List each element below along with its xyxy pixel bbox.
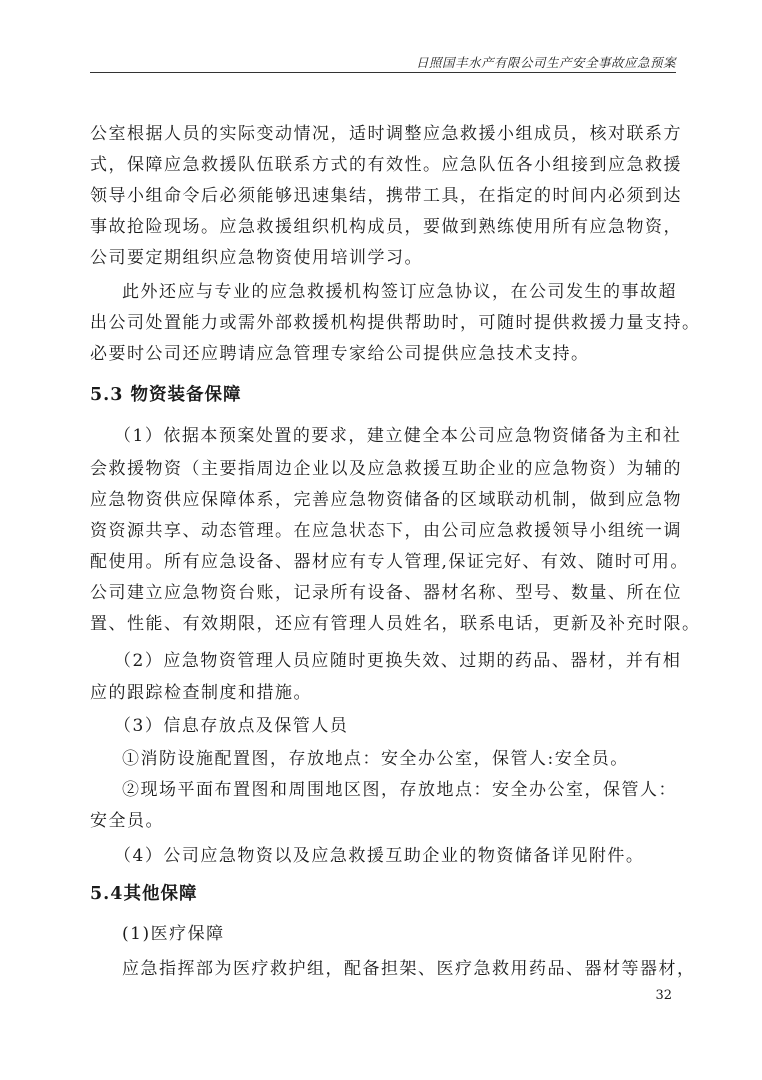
body-line: （2）应急物资管理人员应随时更换失效、过期的药品、器材，并有相	[114, 651, 682, 671]
body-line: ②现场平面布置图和周围地区图，存放地点：安全办公室，保管人：	[122, 780, 677, 800]
body-line: 公司建立应急物资台账，记录所有设备、器材名称、型号、数量、所在位	[90, 583, 682, 603]
header-divider	[90, 72, 676, 73]
body-line: 应急指挥部为医疗救护组，配备担架、医疗急救用药品、器材等器材，	[122, 959, 696, 979]
body-line: 应的跟踪检查制度和措施。	[90, 683, 312, 703]
body-line: （1）依据本预案处置的要求，建立健全本公司应急物资储备为主和社	[114, 426, 682, 446]
body-line: 安全员。	[90, 811, 164, 831]
body-line: 配使用。所有应急设备、器材应有专人管理,保证完好、有效、随时可用。	[90, 552, 689, 572]
body-line: 此外还应与专业的应急救援机构签订应急协议，在公司发生的事故超	[122, 282, 677, 302]
subsection-heading-medical: (1)医疗保障	[122, 924, 225, 944]
body-line: 会救援物资（主要指周边企业以及应急救援互助企业的应急物资）为辅的	[90, 459, 682, 479]
body-line: 出公司处置能力或需外部救援机构提供帮助时，可随时提供救援力量支持。	[90, 313, 701, 333]
body-line: 资资源共享、动态管理。在应急状态下，由公司应急救援领导小组统一调	[90, 521, 682, 541]
section-heading-5-3: 5.3 物资装备保障	[90, 385, 242, 405]
body-line: （4）公司应急物资以及应急救援互助企业的物资储备详见附件。	[114, 846, 645, 866]
document-header-title: 日照国丰水产有限公司生产安全事故应急预案	[415, 55, 676, 70]
body-line: 公司要定期组织应急物资使用培训学习。	[90, 248, 423, 268]
body-line: （3）信息存放点及保管人员	[114, 716, 349, 736]
page-number: 32	[655, 988, 672, 1003]
body-line: 应急物资供应保障体系，完善应急物资储备的区域联动机制，做到应急物	[90, 490, 682, 510]
body-line: 必要时公司还应聘请应急管理专家给公司提供应急技术支持。	[90, 344, 590, 364]
body-line: 领导小组命令后必须能够迅速集结，携带工具，在指定的时间内必须到达	[90, 186, 682, 206]
body-line: ①消防设施配置图，存放地点：安全办公室，保管人:安全员。	[122, 749, 629, 769]
body-line: 式，保障应急救援队伍联系方式的有效性。应急队伍各小组接到应急救援	[90, 155, 682, 175]
section-heading-5-4: 5.4其他保障	[90, 884, 198, 904]
body-line: 置、性能、有效期限，还应有管理人员姓名，联系电话，更新及补充时限。	[90, 614, 701, 634]
body-line: 事故抢险现场。应急救援组织机构成员，要做到熟练使用所有应急物资，	[90, 217, 682, 237]
body-line: 公室根据人员的实际变动情况，适时调整应急救援小组成员，核对联系方	[90, 124, 682, 144]
